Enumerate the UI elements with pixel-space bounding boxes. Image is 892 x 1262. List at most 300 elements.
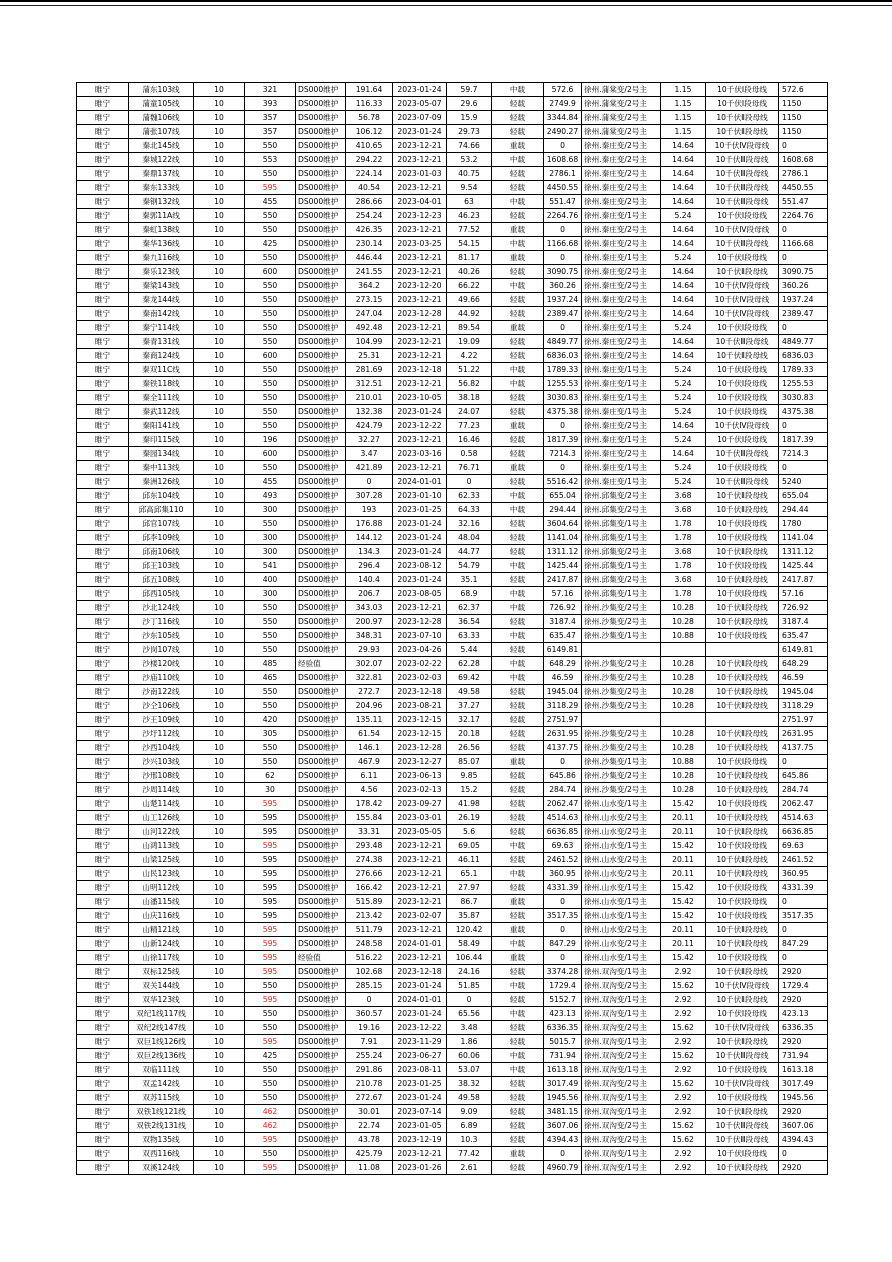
voltage-cell: 10 <box>194 153 245 167</box>
date-cell: 2023-12-21 <box>393 335 447 349</box>
transformer-margin-cell: 14.64 <box>661 447 706 461</box>
date-cell: 2023-05-05 <box>393 825 447 839</box>
bus-section-cell: 10千伏Ⅱ段母线 <box>706 965 779 979</box>
table-row <box>77 867 828 881</box>
bus-section-cell: 10千伏Ⅲ段母线 <box>706 335 779 349</box>
rated-capacity-cell: 393 <box>245 97 296 111</box>
voltage-cell: 10 <box>194 1147 245 1161</box>
accessible-capacity-cell: 0 <box>779 461 828 475</box>
available-capacity-cell: 1311.12 <box>544 545 582 559</box>
bus-section-cell: 10千伏Ⅰ段母线 <box>706 587 779 601</box>
source-cell: DS000维护 <box>296 853 346 867</box>
load-rate-cell: 0 <box>447 993 492 1007</box>
substation-transformer-cell: 徐州.邱集变/2号主 <box>582 489 661 503</box>
load-rate-cell: 16.46 <box>447 433 492 447</box>
feeder-name-cell: 秦全111线 <box>129 391 194 405</box>
county-cell: 睢宁 <box>77 741 129 755</box>
voltage-cell: 10 <box>194 447 245 461</box>
load-level-cell: 中载 <box>492 363 544 377</box>
county-cell: 睢宁 <box>77 531 129 545</box>
feeder-name-cell: 双巨2线136线 <box>129 1049 194 1063</box>
table-row <box>77 1161 828 1175</box>
transformer-margin-cell: 2.92 <box>661 1091 706 1105</box>
load-rate-cell: 38.18 <box>447 391 492 405</box>
available-capacity-cell: 5152.7 <box>544 993 582 1007</box>
substation-transformer-cell: 徐州.山水变/2号主 <box>582 867 661 881</box>
county-cell: 睢宁 <box>77 671 129 685</box>
rated-capacity-cell: 595 <box>245 797 296 811</box>
table-row <box>77 825 828 839</box>
substation-transformer-cell: 徐州.双沟变/2号主 <box>582 1021 661 1035</box>
rated-capacity-cell: 550 <box>245 699 296 713</box>
county-cell: 睢宁 <box>77 419 129 433</box>
rated-capacity-cell: 550 <box>245 629 296 643</box>
substation-transformer-cell: 徐州.蒲棠变/2号主 <box>582 125 661 139</box>
voltage-cell: 10 <box>194 461 245 475</box>
load-level-cell: 中载 <box>492 1007 544 1021</box>
current-load-cell: 343.03 <box>346 601 393 615</box>
load-rate-cell: 49.58 <box>447 685 492 699</box>
accessible-capacity-cell: 3090.75 <box>779 265 828 279</box>
current-load-cell: 43.78 <box>346 1133 393 1147</box>
current-load-cell: 248.58 <box>346 937 393 951</box>
voltage-cell: 10 <box>194 965 245 979</box>
substation-transformer-cell: 徐州.山水变/2号主 <box>582 923 661 937</box>
date-cell: 2023-01-24 <box>393 517 447 531</box>
date-cell: 2023-08-21 <box>393 699 447 713</box>
transformer-margin-cell: 2.92 <box>661 1035 706 1049</box>
feeder-name-cell: 山潘115线 <box>129 895 194 909</box>
feeder-name-cell: 秦东133线 <box>129 181 194 195</box>
county-cell: 睢宁 <box>77 307 129 321</box>
county-cell: 睢宁 <box>77 489 129 503</box>
table-row <box>77 321 828 335</box>
voltage-cell: 10 <box>194 195 245 209</box>
source-cell: DS000维护 <box>296 391 346 405</box>
load-level-cell: 轻载 <box>492 811 544 825</box>
rated-capacity-cell: 595 <box>245 853 296 867</box>
load-level-cell: 中载 <box>492 601 544 615</box>
table-row <box>77 293 828 307</box>
county-cell: 睢宁 <box>77 615 129 629</box>
table-row <box>77 937 828 951</box>
available-capacity-cell: 551.47 <box>544 195 582 209</box>
current-load-cell: 281.69 <box>346 363 393 377</box>
load-rate-cell: 69.05 <box>447 839 492 853</box>
accessible-capacity-cell: 0 <box>779 755 828 769</box>
table-row <box>77 1035 828 1049</box>
date-cell: 2023-12-21 <box>393 223 447 237</box>
rated-capacity-cell: 595 <box>245 895 296 909</box>
accessible-capacity-cell: 3030.83 <box>779 391 828 405</box>
table-row <box>77 167 828 181</box>
transformer-margin-cell: 10.28 <box>661 657 706 671</box>
voltage-cell: 10 <box>194 1063 245 1077</box>
date-cell: 2023-07-14 <box>393 1105 447 1119</box>
load-rate-cell: 77.52 <box>447 223 492 237</box>
load-rate-cell: 15.2 <box>447 783 492 797</box>
county-cell: 睢宁 <box>77 825 129 839</box>
current-load-cell: 307.28 <box>346 489 393 503</box>
bus-section-cell: 10千伏Ⅰ段母线 <box>706 559 779 573</box>
current-load-cell: 4.56 <box>346 783 393 797</box>
table-row <box>77 405 828 419</box>
date-cell: 2023-09-27 <box>393 797 447 811</box>
feeder-name-cell: 双纪2线147线 <box>129 1021 194 1035</box>
accessible-capacity-cell: 6336.35 <box>779 1021 828 1035</box>
bus-section-cell: 10千伏Ⅲ段母线 <box>706 447 779 461</box>
transformer-margin-cell: 5.24 <box>661 391 706 405</box>
rated-capacity-cell: 595 <box>245 1133 296 1147</box>
accessible-capacity-cell: 3118.29 <box>779 699 828 713</box>
source-cell: DS000维护 <box>296 1091 346 1105</box>
bus-section-cell: 10千伏Ⅱ段母线 <box>706 867 779 881</box>
accessible-capacity-cell: 1817.39 <box>779 433 828 447</box>
rated-capacity-cell: 600 <box>245 349 296 363</box>
available-capacity-cell: 0 <box>544 251 582 265</box>
feeder-name-cell: 双孟142线 <box>129 1077 194 1091</box>
transformer-margin-cell: 20.11 <box>661 825 706 839</box>
source-cell: DS000维护 <box>296 601 346 615</box>
available-capacity-cell: 3017.49 <box>544 1077 582 1091</box>
table-row <box>77 1077 828 1091</box>
date-cell: 2023-01-24 <box>393 531 447 545</box>
substation-transformer-cell: 徐州.邱集变/1号主 <box>582 517 661 531</box>
source-cell: DS000维护 <box>296 139 346 153</box>
date-cell: 2023-12-21 <box>393 377 447 391</box>
current-load-cell: 116.33 <box>346 97 393 111</box>
date-cell: 2023-06-27 <box>393 1049 447 1063</box>
transformer-margin-cell: 15.62 <box>661 1119 706 1133</box>
bus-section-cell: 10千伏Ⅰ段母线 <box>706 517 779 531</box>
table-row <box>77 195 828 209</box>
source-cell: DS000维护 <box>296 979 346 993</box>
accessible-capacity-cell: 7214.3 <box>779 447 828 461</box>
load-level-cell: 轻载 <box>492 741 544 755</box>
bus-section-cell: 10千伏Ⅱ段母线 <box>706 489 779 503</box>
load-rate-cell: 62.33 <box>447 489 492 503</box>
county-cell: 睢宁 <box>77 979 129 993</box>
county-cell: 睢宁 <box>77 223 129 237</box>
source-cell: DS000维护 <box>296 895 346 909</box>
rated-capacity-cell: 550 <box>245 223 296 237</box>
source-cell: DS000维护 <box>296 769 346 783</box>
substation-transformer-cell: 徐州.邱集变/2号主 <box>582 545 661 559</box>
bus-section-cell: 10千伏Ⅰ段母线 <box>706 209 779 223</box>
load-rate-cell: 89.54 <box>447 321 492 335</box>
date-cell: 2023-07-10 <box>393 629 447 643</box>
transformer-margin-cell: 1.15 <box>661 125 706 139</box>
voltage-cell: 10 <box>194 727 245 741</box>
transformer-margin-cell: 14.64 <box>661 167 706 181</box>
table-row <box>77 153 828 167</box>
transformer-margin-cell: 15.42 <box>661 839 706 853</box>
current-load-cell: 33.31 <box>346 825 393 839</box>
load-level-cell: 轻载 <box>492 545 544 559</box>
county-cell: 睢宁 <box>77 265 129 279</box>
load-rate-cell: 0 <box>447 475 492 489</box>
transformer-margin-cell: 15.42 <box>661 895 706 909</box>
bus-section-cell: 10千伏Ⅳ段母线 <box>706 223 779 237</box>
accessible-capacity-cell: 1150 <box>779 97 828 111</box>
substation-transformer-cell: 徐州.秦庄变/2号主 <box>582 447 661 461</box>
substation-transformer-cell: 徐州.双沟变/1号主 <box>582 1105 661 1119</box>
available-capacity-cell: 655.04 <box>544 489 582 503</box>
rated-capacity-cell: 550 <box>245 363 296 377</box>
available-capacity-cell: 1937.24 <box>544 293 582 307</box>
bus-section-cell: 10千伏Ⅱ段母线 <box>706 685 779 699</box>
load-rate-cell: 44.77 <box>447 545 492 559</box>
transformer-margin-cell: 2.92 <box>661 1147 706 1161</box>
available-capacity-cell: 2461.52 <box>544 853 582 867</box>
source-cell: DS000维护 <box>296 713 346 727</box>
feeder-name-cell: 双巨1线126线 <box>129 1035 194 1049</box>
bus-section-cell: 10千伏Ⅱ段母线 <box>706 1035 779 1049</box>
substation-transformer-cell: 徐州.双沟变/1号主 <box>582 1035 661 1049</box>
available-capacity-cell: 2264.76 <box>544 209 582 223</box>
current-load-cell: 144.12 <box>346 531 393 545</box>
available-capacity-cell: 0 <box>544 321 582 335</box>
transformer-margin-cell: 5.24 <box>661 475 706 489</box>
source-cell: DS000维护 <box>296 825 346 839</box>
date-cell: 2023-01-24 <box>393 545 447 559</box>
source-cell: DS000维护 <box>296 405 346 419</box>
feeder-name-cell: 山明112线 <box>129 881 194 895</box>
substation-transformer-cell: 徐州.沙集变/2号主 <box>582 657 661 671</box>
voltage-cell: 10 <box>194 839 245 853</box>
accessible-capacity-cell: 4394.43 <box>779 1133 828 1147</box>
feeder-name-cell: 双苏115线 <box>129 1091 194 1105</box>
rated-capacity-cell: 420 <box>245 713 296 727</box>
rated-capacity-cell: 600 <box>245 265 296 279</box>
voltage-cell: 10 <box>194 937 245 951</box>
rated-capacity-cell: 550 <box>245 321 296 335</box>
accessible-capacity-cell: 2920 <box>779 1161 828 1175</box>
load-level-cell: 重载 <box>492 755 544 769</box>
voltage-cell: 10 <box>194 349 245 363</box>
substation-transformer-cell: 徐州.山水变/1号主 <box>582 895 661 909</box>
transformer-margin-cell: 10.28 <box>661 699 706 713</box>
accessible-capacity-cell: 3607.06 <box>779 1119 828 1133</box>
table-row <box>77 643 828 657</box>
table-row <box>77 755 828 769</box>
rated-capacity-cell: 553 <box>245 153 296 167</box>
feeder-name-cell: 秦中113线 <box>129 461 194 475</box>
load-rate-cell: 54.79 <box>447 559 492 573</box>
voltage-cell: 10 <box>194 251 245 265</box>
available-capacity-cell: 2490.27 <box>544 125 582 139</box>
available-capacity-cell: 2389.47 <box>544 307 582 321</box>
voltage-cell: 10 <box>194 419 245 433</box>
rated-capacity-cell: 300 <box>245 531 296 545</box>
transformer-margin-cell: 3.68 <box>661 573 706 587</box>
available-capacity-cell: 2417.87 <box>544 573 582 587</box>
date-cell: 2023-12-22 <box>393 1021 447 1035</box>
rated-capacity-cell: 550 <box>245 979 296 993</box>
accessible-capacity-cell: 4137.75 <box>779 741 828 755</box>
source-cell: DS000维护 <box>296 811 346 825</box>
load-rate-cell: 40.26 <box>447 265 492 279</box>
current-load-cell: 426.35 <box>346 223 393 237</box>
county-cell: 睢宁 <box>77 503 129 517</box>
source-cell: DS000维护 <box>296 293 346 307</box>
table-row <box>77 979 828 993</box>
bus-section-cell: 10千伏Ⅱ段母线 <box>706 741 779 755</box>
county-cell: 睢宁 <box>77 279 129 293</box>
available-capacity-cell: 0 <box>544 1147 582 1161</box>
source-cell: DS000维护 <box>296 909 346 923</box>
voltage-cell: 10 <box>194 1035 245 1049</box>
table-row <box>77 223 828 237</box>
substation-transformer-cell: 徐州.秦庄变/1号主 <box>582 321 661 335</box>
available-capacity-cell: 3090.75 <box>544 265 582 279</box>
feeder-name-cell: 山精121线 <box>129 923 194 937</box>
feeder-name-cell: 邱高邱集110 <box>129 503 194 517</box>
available-capacity-cell: 3344.84 <box>544 111 582 125</box>
current-load-cell: 286.66 <box>346 195 393 209</box>
rated-capacity-cell: 595 <box>245 825 296 839</box>
date-cell: 2023-03-01 <box>393 811 447 825</box>
voltage-cell: 10 <box>194 699 245 713</box>
available-capacity-cell: 572.6 <box>544 83 582 97</box>
voltage-cell: 10 <box>194 97 245 111</box>
transformer-margin-cell: 1.78 <box>661 559 706 573</box>
county-cell: 睢宁 <box>77 811 129 825</box>
table-row <box>77 139 828 153</box>
available-capacity-cell: 57.16 <box>544 587 582 601</box>
transformer-margin-cell <box>661 643 706 657</box>
county-cell: 睢宁 <box>77 1119 129 1133</box>
voltage-cell: 10 <box>194 1133 245 1147</box>
load-level-cell: 重载 <box>492 951 544 965</box>
load-rate-cell: 51.85 <box>447 979 492 993</box>
feeder-name-cell: 沙西104线 <box>129 741 194 755</box>
voltage-cell: 10 <box>194 909 245 923</box>
bus-section-cell: 10千伏Ⅰ段母线 <box>706 1091 779 1105</box>
table-row <box>77 657 828 671</box>
rated-capacity-cell: 305 <box>245 727 296 741</box>
substation-transformer-cell: 徐州.山水变/1号主 <box>582 909 661 923</box>
feeder-name-cell: 秦九116线 <box>129 251 194 265</box>
accessible-capacity-cell: 0 <box>779 1147 828 1161</box>
substation-transformer-cell: 徐州.山水变/1号主 <box>582 839 661 853</box>
load-level-cell: 轻载 <box>492 643 544 657</box>
substation-transformer-cell: 徐州.秦庄变/1号主 <box>582 251 661 265</box>
voltage-cell: 10 <box>194 685 245 699</box>
bus-section-cell: 10千伏Ⅰ段母线 <box>706 405 779 419</box>
substation-transformer-cell: 徐州.秦庄变/2号主 <box>582 307 661 321</box>
voltage-cell: 10 <box>194 475 245 489</box>
date-cell: 2023-08-11 <box>393 1063 447 1077</box>
table-row <box>77 1007 828 1021</box>
load-level-cell: 重载 <box>492 461 544 475</box>
voltage-cell: 10 <box>194 1007 245 1021</box>
available-capacity-cell: 847.29 <box>544 937 582 951</box>
source-cell: DS000维护 <box>296 1007 346 1021</box>
date-cell: 2023-04-26 <box>393 643 447 657</box>
rated-capacity-cell: 300 <box>245 503 296 517</box>
available-capacity-cell: 6636.85 <box>544 825 582 839</box>
bus-section-cell: 10千伏Ⅰ段母线 <box>706 1063 779 1077</box>
load-level-cell: 轻载 <box>492 433 544 447</box>
substation-transformer-cell: 徐州.双沟变/1号主 <box>582 1007 661 1021</box>
source-cell: DS000维护 <box>296 265 346 279</box>
accessible-capacity-cell: 4849.77 <box>779 335 828 349</box>
current-load-cell: 11.08 <box>346 1161 393 1175</box>
bus-section-cell: 10千伏Ⅲ段母线 <box>706 195 779 209</box>
accessible-capacity-cell: 2631.95 <box>779 727 828 741</box>
available-capacity-cell: 1425.44 <box>544 559 582 573</box>
date-cell: 2023-04-01 <box>393 195 447 209</box>
load-rate-cell: 4.22 <box>447 349 492 363</box>
table-row <box>77 265 828 279</box>
load-level-cell: 轻载 <box>492 783 544 797</box>
bus-section-cell: 10千伏Ⅱ段母线 <box>706 993 779 1007</box>
rated-capacity-cell: 550 <box>245 293 296 307</box>
accessible-capacity-cell: 0 <box>779 951 828 965</box>
rated-capacity-cell: 550 <box>245 405 296 419</box>
load-rate-cell: 46.11 <box>447 853 492 867</box>
load-level-cell: 中载 <box>492 657 544 671</box>
transformer-margin-cell: 15.42 <box>661 909 706 923</box>
transformer-margin-cell: 1.15 <box>661 111 706 125</box>
load-level-cell: 轻载 <box>492 293 544 307</box>
transformer-margin-cell: 20.11 <box>661 867 706 881</box>
table-row <box>77 839 828 853</box>
date-cell: 2023-12-21 <box>393 265 447 279</box>
voltage-cell: 10 <box>194 489 245 503</box>
feeder-name-cell: 秦龙144线 <box>129 293 194 307</box>
available-capacity-cell: 423.13 <box>544 1007 582 1021</box>
load-level-cell: 轻载 <box>492 125 544 139</box>
table-row <box>77 545 828 559</box>
substation-transformer-cell: 徐州.山水变/2号主 <box>582 811 661 825</box>
bus-section-cell: 10千伏Ⅰ段母线 <box>706 321 779 335</box>
current-load-cell: 178.42 <box>346 797 393 811</box>
feeder-name-cell: 沙东105线 <box>129 629 194 643</box>
load-level-cell: 中载 <box>492 237 544 251</box>
available-capacity-cell: 1166.68 <box>544 237 582 251</box>
feeder-name-cell: 双标125线 <box>129 965 194 979</box>
table-row <box>77 685 828 699</box>
accessible-capacity-cell: 57.16 <box>779 587 828 601</box>
bus-section-cell: 10千伏Ⅰ段母线 <box>706 531 779 545</box>
accessible-capacity-cell: 645.86 <box>779 769 828 783</box>
source-cell: DS000维护 <box>296 111 346 125</box>
current-load-cell: 0 <box>346 993 393 1007</box>
rated-capacity-cell: 550 <box>245 419 296 433</box>
accessible-capacity-cell: 2920 <box>779 1035 828 1049</box>
load-rate-cell: 69.42 <box>447 671 492 685</box>
date-cell: 2023-01-24 <box>393 1091 447 1105</box>
county-cell: 睢宁 <box>77 657 129 671</box>
transformer-margin-cell: 5.24 <box>661 461 706 475</box>
transformer-margin-cell: 14.64 <box>661 153 706 167</box>
source-cell: DS000维护 <box>296 349 346 363</box>
county-cell: 睢宁 <box>77 643 129 657</box>
available-capacity-cell: 0 <box>544 461 582 475</box>
table-row <box>77 489 828 503</box>
load-level-cell: 中载 <box>492 559 544 573</box>
rated-capacity-cell: 550 <box>245 1021 296 1035</box>
current-load-cell: 25.31 <box>346 349 393 363</box>
current-load-cell: 155.84 <box>346 811 393 825</box>
transformer-margin-cell: 5.24 <box>661 377 706 391</box>
load-level-cell: 轻载 <box>492 881 544 895</box>
date-cell: 2023-03-25 <box>393 237 447 251</box>
rated-capacity-cell: 455 <box>245 475 296 489</box>
transformer-margin-cell: 2.92 <box>661 1063 706 1077</box>
